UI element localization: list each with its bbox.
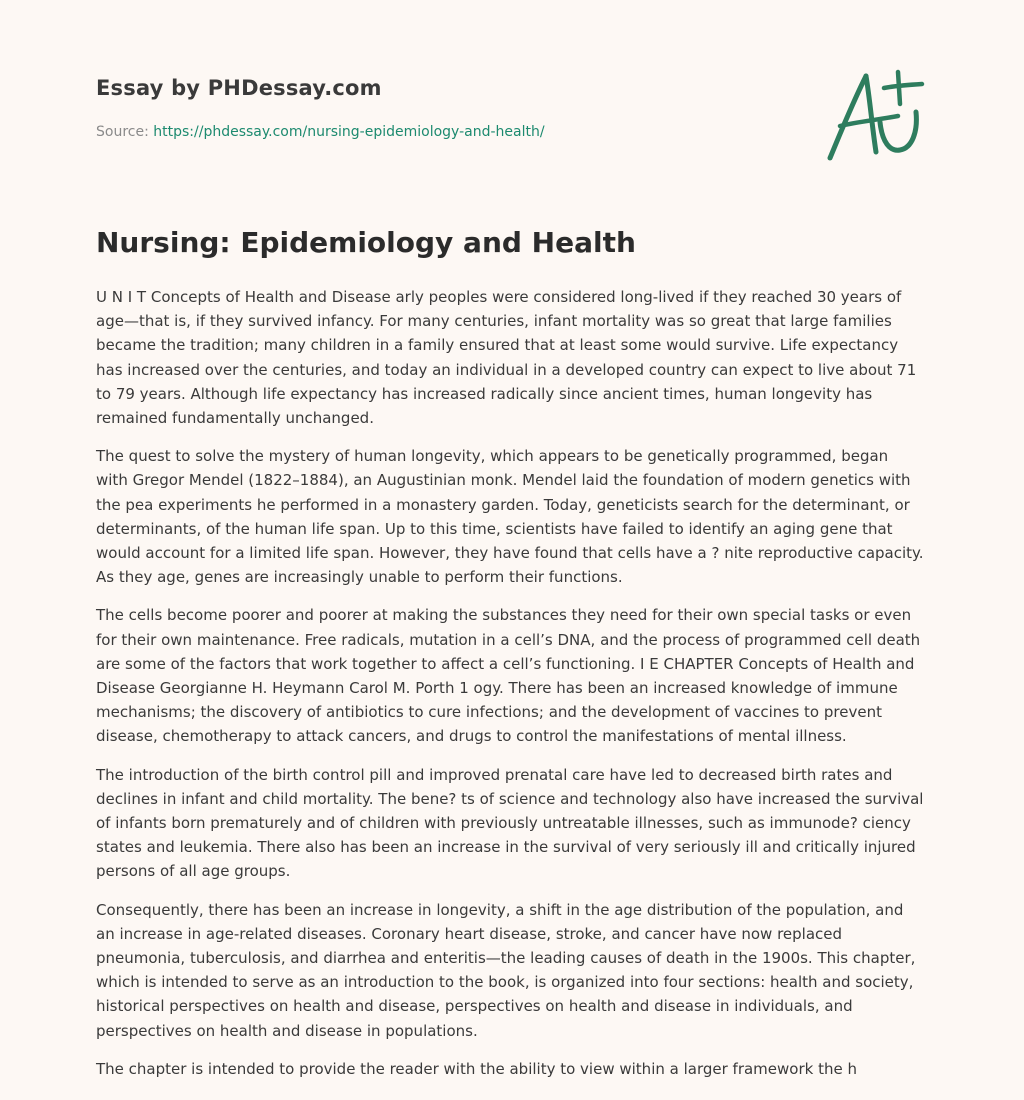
source-label: Source:: [96, 124, 154, 140]
site-title: Essay by PHDessay.com: [96, 76, 382, 100]
essay-paragraph: The introduction of the birth control pill and improved prenatal care have led to decreased birth rates and declines in infant and child mortality. The bene? ts of science and technology also have increased the survival of infants born prematurely and of children with previously untreatable illnesses, such as immunode? ciency states and leukemia. There also has been an increase in the survival of very seriously ill and critically injured persons of all age groups.: [96, 765, 924, 881]
essay-paragraph: The quest to solve the mystery of human longevity, which appears to be genetically programmed, began with Gregor Mendel (1822–1884), an Augustinian monk. Mendel laid the foundation of modern genetics with the pea experiments he performed in a monastery garden. Today, geneticists search for the determinant, or determinants, of the human life span. Up to this time, scientists have failed to identify an aging gene that would account for a limited life span. However, they have found that cells have a ? nite reproductive capacity. As they age, genes are increasingly unable to perform their functions.: [96, 447, 924, 587]
essay-paragraph: The chapter is intended to provide the reader with the ability to view within a larger framework the h: [96, 1059, 857, 1078]
essay-paragraph: Consequently, there has been an increase in longevity, a shift in the age distribution of the population, and an increase in age-related diseases. Coronary heart disease, stroke, and cancer have now replaced pneumonia, tuberculosis, and diarrhea and enteritis—the leading causes of death in the 1900s. This chapter, which is intended to serve as an introduction to the book, is organized into four sections: health and society, historical perspectives on health and disease, perspectives on health and disease in individuals, and perspectives on health and disease in populations.: [96, 900, 916, 1040]
essay-paragraph: The cells become poorer and poorer at making the substances they need for their own special tasks or even for their own maintenance. Free radicals, mutation in a cell’s DNA, and the process of programmed cell death are some of the factors that work together to affect a cell’s functioning. I E CHAPTER Concepts of Health and Disease Georgianne H. Heymann Carol M. Porth 1 ogy. There has been an increased knowledge of immune mechanisms; the discovery of antibiotics to cure infections; and the development of vaccines to prevent disease, chemotherapy to attack cancers, and drugs to control the manifestations of mental illness.: [96, 606, 921, 746]
source-line: [96, 124, 545, 140]
essay-body: [96, 285, 924, 1095]
source-link[interactable]: https://phdessay.com/nursing-epidemiology-and-health/: [153, 124, 545, 140]
essay-title: Nursing: Epidemiology and Health: [96, 226, 636, 259]
a-plus-logo-icon: [818, 64, 930, 168]
essay-paragraph: U N I T Concepts of Health and Disease arly peoples were considered long-lived if they reached 30 years of age—that is, if they survived infancy. For many centuries, infant mortality was so great that large families became the tradition; many children in a family ensured that at least some would survive. Life expectancy has increased over the centuries, and today an individual in a developed country can expect to live about 71 to 79 years. Although life expectancy has increased radically since ancient times, human longevity has remained fundamentally unchanged.: [96, 288, 917, 428]
